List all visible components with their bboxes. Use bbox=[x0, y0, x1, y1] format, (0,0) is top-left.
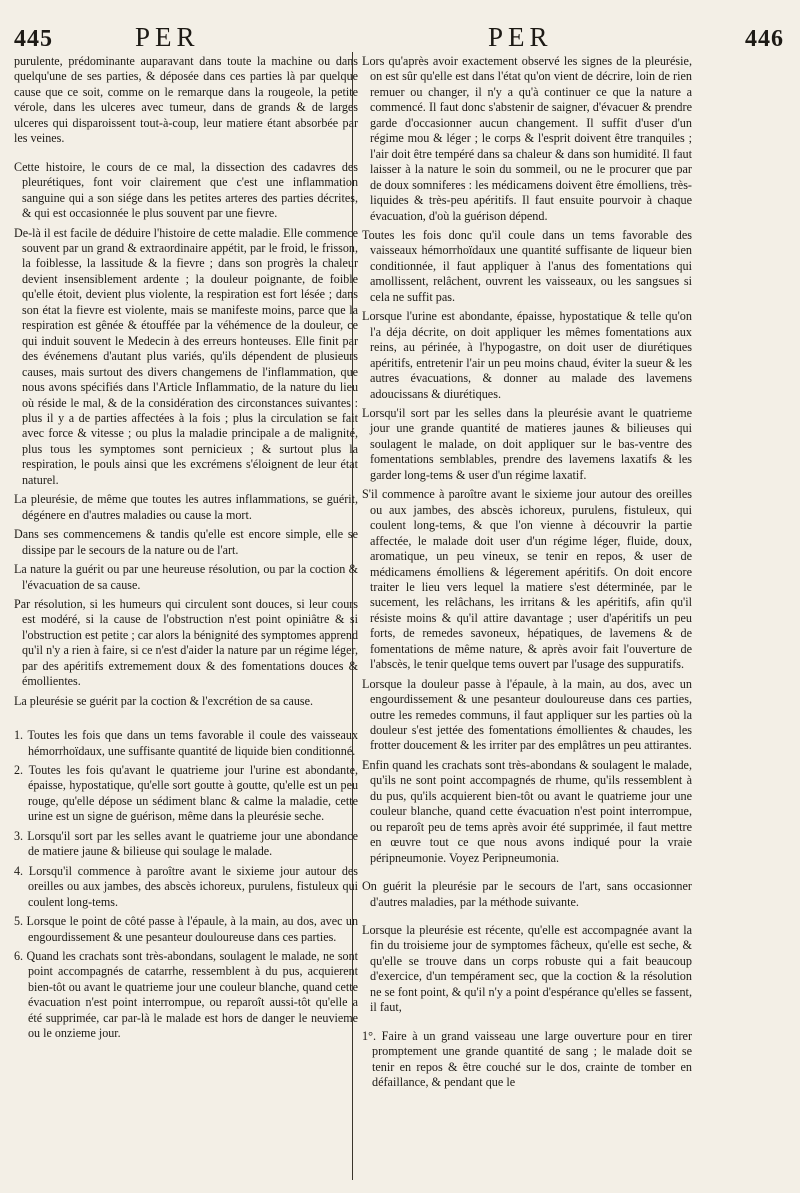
right-running-head: PER bbox=[488, 22, 553, 52]
numbered-item: 6. Quand les crachats sont très-abondans, soulagent le malade, ne sont point accompagnés de catarrhe, ressemblent à du pus, acquierent bien-tôt ou avant le quatrieme jour une couleur blanche, quand cette évacuation n'est point interrompue, ou reparoît aussi-tôt qu'elle a été supprimée, car par-là le malade est hors de danger le neuvieme ou le onzieme jour. bbox=[14, 949, 358, 1041]
numbered-item: 2. Toutes les fois qu'avant le quatrieme jour l'urine est abondante, épaisse, hypostatique, qu'elle sort goutte à goutte, qu'elle est un peu rouge, qu'elle dépose un sédiment blanc & calme la maladie, cette urine est un signe de guérison, même dans la pleurésie seche. bbox=[14, 763, 358, 824]
paragraph: purulente, prédominante auparavant dans toute la machine ou dans quelqu'une de ses parties, & déposée dans ces parties là par quelque cause que ce soit, comme on le remarque dans la rougeole, la petite vérole, dans les ulceres avec tumeur, dans de grands & de larges ulceres qui disparoissent tout-à-coup, leur matiere étant absorbée par les veines. bbox=[14, 54, 358, 146]
paragraph: Enfin quand les crachats sont très-abondans & soulagent le malade, qu'ils ne sont point accompagnés de rhume, qu'ils ressemblent à du pus, qu'ils acquierent bien-tôt ou avant le quatrieme jour une couleur blanche, quand cette évacuation n'est point interrompue, ou reparoît peu de tems après avoir été supprimée, il faut mettre en œuvre tout ce que nous avons indiqué pour la vraie péripneumonie. Voyez Peripneumonia. bbox=[362, 757, 692, 865]
numbered-item: 3. Lorsqu'il sort par les selles avant le quatrieme jour une abondance de matiere jaune & bilieuse qui soulage le malade. bbox=[14, 828, 358, 859]
paragraph: Lorsque la douleur passe à l'épaule, à la main, au dos, avec un engourdissement & une pesanteur douloureuse dans ces parties, outre les remedes communs, il faut appliquer sur les parties où la douleur s'est jettée des fomentations émollientes & chaudes, les frotter doucement & les irriter par des emplâtres un peu attirantes. bbox=[362, 676, 692, 753]
paragraph: Lorsqu'il sort par les selles dans la pleurésie avant le quatrieme jour une grande quantité de matieres jaunes & bilieuses qui soulagent le malade, on doit appliquer sur le bas-ventre des fomentations semblables, prendre des lavemens laxatifs & les garder long-tems & user d'un régime laxatif. bbox=[362, 405, 692, 482]
paragraph: Dans ses commencemens & tandis qu'elle est encore simple, elle se dissipe par le secours de la nature ou de l'art. bbox=[14, 527, 358, 557]
paragraph: Toutes les fois donc qu'il coule dans un tems favorable des vaisseaux hémorrhoïdaux une quantité suffisante de liqueur bien conditionnée, il faut appliquer à l'anus des fomentations qui amollissent, relâchent, ouvrent les vaisseaux, ou les sangsues si cela ne suffit pas. bbox=[362, 227, 692, 304]
paragraph: Par résolution, si les humeurs qui circulent sont douces, si leur cours est modéré, si la cause de l'obstruction n'est point opiniâtre & si l'obstruction est petite ; car alors la bénignité des symptomes apprend qu'il n'y a rien à faire, si ce n'est d'aider la nature par un régime léger, par des apéritifs extremement doux & des fomentations douces & émollientes. bbox=[14, 596, 359, 689]
right-page-number: 446 bbox=[745, 26, 784, 52]
paragraph: La nature la guérit ou par une heureuse résolution, ou par la coction & l'évacuation de sa cause. bbox=[14, 562, 358, 592]
paragraph: Lors qu'après avoir exactement observé les signes de la pleurésie, on est sûr qu'elle est dans l'état qu'on vient de décrire, loin de rien remuer ou changer, il n'y a qu'à continuer ce que la nature a commencé. Il faut donc s'abstenir de saigner, d'évacuer & prendre garde d'occasionner aucun changement. Il suffit d'user d'un régime mou & léger ; le corps & l'esprit doivent être tranquiles ; l'air doit être tempéré dans sa chaleur & dans son humidité. Il faut laisser à la nature le soin du sommeil, ou ne le procurer que par de doux somniferes : les médicamens doivent être émolliens, très-liquides & très-peu apéritifs. Il faut ensuite pourvoir à chaque évacuation, d'où la guérison dépend. bbox=[362, 54, 692, 223]
paragraph: Cette histoire, le cours de ce mal, la dissection des cadavres des pleurétiques, font voir clairement que c'est une inflammation sanguine qui a son siége dans les petites arteres des parties décrites, & qui est occasionnée le plus souvent par une fievre. bbox=[14, 159, 358, 221]
paragraph: De-là il est facile de déduire l'histoire de cette maladie. Elle commence souvent par un grand & extraordinaire appétit, par le froid, le frisson, la foiblesse, la lassitude & la fievre ; dans son progrès la chaleur devient insensiblement ardente ; la douleur poignante, de foible qu'elle étoit, devient plus violente, la respiration est fort lésée ; dans son état la fievre est violente, mais se manifeste moins, parce que la respiration est gênée & étouffée par la véhémence de la douleur, ce qui induit souvent le Medecin à des erreurs honteuses. Elle finit par des événemens d'autant plus variés, qu'ils dépendent de plusieurs causes, mais surtout des divers changemens de l'inflammation, que nous avons spécifiés dans l'Article Inflammatio, de la nature du lieu où réside le mal, & de la considération des circonstances suivantes : plus il y a de parties affectées à la fois ; plus la circulation se fait avec force & vitesse ; ou plus la maladie principale a de malignité, plus tous les symptomes sont pernicieux ; & surtout plus la respiration, le pouls ainsi que les excrémens s'éloignent de leur état naturel. bbox=[14, 225, 359, 487]
left-column bbox=[14, 54, 358, 1042]
numbered-item: 4. Lorsqu'il commence à paroître avant le sixieme jour autour des oreilles ou aux jambes, des abscès ichoreux, purulens, fistuleux qui coulent long-tems. bbox=[14, 863, 358, 909]
right-column bbox=[362, 54, 692, 1091]
numbered-item: 1°. Faire à un grand vaisseau une large ouverture pour en tirer promptement une grande quantité de sang ; le malade doit se tenir en repos & être couché sur le dos, crainte de tomber en défaillance, & pendant que le bbox=[362, 1028, 692, 1090]
paragraph: Lorsque l'urine est abondante, épaisse, hypostatique & telle qu'on l'a déja décrite, on doit appliquer les mêmes fomentations aux reins, au périnée, à l'hypogastre, on doit user de diurétiques apéritifs, entretenir l'air un peu moins chaud, éviter la sueur & les autres évacuations, & donner au malade des lavemens adoucissans & diurétiques. bbox=[362, 309, 692, 401]
numbered-item: 1. Toutes les fois que dans un tems favorable il coule des vaisseaux hémorrhoïdaux, une suffisante quantité de liquide bien conditionné. bbox=[14, 728, 358, 758]
paragraph: La pleurésie se guérit par la coction & l'excrétion de sa cause. bbox=[14, 693, 314, 708]
paragraph: Lorsque la pleurésie est récente, qu'elle est accompagnée avant la fin du troisieme jour de symptomes fâcheux, qu'elle est seche, & qu'elle se trouve dans un corps robuste qui a fait beaucoup d'exercice, d'un tempérament sec, que la coction & la résolution ne se font point, & qu'il n'y a point d'espérance qu'elles se fassent, il faut, bbox=[362, 923, 692, 1015]
left-page-number: 445 bbox=[14, 26, 53, 52]
paragraph: S'il commence à paroître avant le sixieme jour autour des oreilles ou aux jambes, des abscès ichoreux, purulens, fistuleux, qui coulent long-tems, & que l'on vienne à découvrir la partie affectée, le malade doit user d'un régime léger, fluide, doux, aromatique, un peu vineux, se tenir en repos, & user de médicamens émolliens & légerement apéritifs. On doit encore traiter le lieu vers lequel la matiere s'est déterminée, par le sucement, les relâchans, les irritans & les apéritifs, afin qu'il résiste moins & qu'il attire davantage ; user d'apéritifs un peu forts, de remedes savoneux, hépatiques, de lavemens & de fomentations de même nature, & après avoir fait l'ouverture de l'abscès, le tenir quelque tems ouvert par l'usage des suppuratifs. bbox=[362, 487, 692, 672]
numbered-item: 5. Lorsque le point de côté passe à l'épaule, à la main, au dos, avec un engourdissement & une pesanteur douloureuse dans ces parties. bbox=[14, 914, 358, 944]
left-running-head: PER bbox=[135, 22, 200, 52]
paragraph: On guérit la pleurésie par le secours de l'art, sans occasionner d'autres maladies, par la méthode suivante. bbox=[362, 879, 692, 909]
page-header bbox=[0, 14, 800, 54]
paragraph: La pleurésie, de même que toutes les autres inflammations, se guérit, dégénere en d'autres maladies ou cause la mort. bbox=[14, 492, 358, 522]
